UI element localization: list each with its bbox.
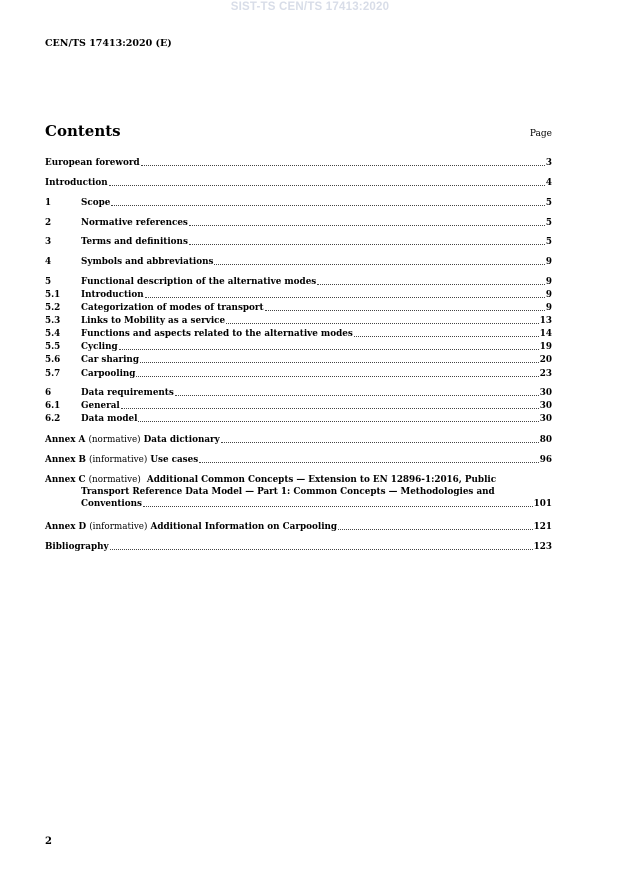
toc-entry-5-1[interactable] [45,289,552,301]
dot-leader [109,184,545,186]
annex-c-line-1: Annex C (normative) Additional Common Concepts — Extension to EN 12896-1:2016, Public [45,474,497,485]
toc-entry-page: 30 [539,413,552,424]
toc-entry-bibliography[interactable] [45,541,552,553]
toc-entry-page: 80 [539,434,552,445]
toc-entry-page: 3 [545,157,552,168]
toc-entry-functional-description[interactable] [45,276,552,288]
toc-entry-number: 5.2 [45,302,61,313]
toc-entry-5-5[interactable] [45,341,552,353]
dot-leader [138,420,538,422]
annex-c-line-3: Conventions 101 [81,498,552,509]
document-id: CEN/TS 17413:2020 (E) [45,38,172,49]
toc-entry-title: Functions and aspects related to the alternative modes [81,328,353,339]
annex-label: Annex D (informative) Additional Information on Carpooling [45,521,338,532]
toc-entry-title: Categorization of modes of transport [81,302,264,313]
toc-entry-6-1[interactable] [45,400,552,412]
page-number: 2 [45,836,52,847]
dot-leader [143,505,533,507]
dot-leader [145,296,545,298]
toc-entry-5-3[interactable] [45,315,552,327]
dot-leader [111,204,545,206]
toc-entry-page: 20 [539,354,552,365]
toc-entry-5-2[interactable] [45,302,552,314]
watermark: SIST-TS CEN/TS 17413:2020 [230,1,390,13]
toc-entry-title: Symbols and abbreviations [81,256,214,267]
dot-leader [175,394,539,396]
dot-leader [199,461,539,463]
toc-entry-title: Introduction [45,177,108,188]
toc-entry-title: Normative references [81,217,188,228]
toc-entry-number: 4 [45,256,52,267]
dot-leader [141,164,545,166]
dot-leader [136,375,538,377]
toc-entry-page: 9 [545,289,552,300]
toc-entry-page: 101 [533,498,552,509]
toc-entry-page: 9 [545,276,552,287]
dot-leader [317,283,545,285]
toc-entry-title: Introduction [81,289,144,300]
toc-entry-title: Links to Mobility as a service [81,315,226,326]
toc-entry-number: 6.1 [45,400,61,411]
dot-leader [119,348,539,350]
toc-entry-title: European foreword [45,157,140,168]
toc-entry-data-requirements[interactable] [45,387,552,399]
toc-entry-title: Carpooling [81,368,136,379]
toc-entry-title: Functional description of the alternative modes [81,276,317,287]
toc-entry-page: 13 [539,315,552,326]
page-column-label: Page [529,129,552,139]
toc-entry-6-2[interactable] [45,413,552,425]
dot-leader [221,441,539,443]
toc-entry-5-7[interactable] [45,368,552,380]
toc-entry-page: 96 [539,454,552,465]
dot-leader [110,548,533,550]
toc-entry-number: 5.5 [45,341,61,352]
toc-entry-title: Car sharing [81,354,139,365]
toc-entry-annex-d[interactable] [45,521,552,533]
toc-entry-page: 5 [545,236,552,247]
toc-entry-annex-b[interactable] [45,454,552,466]
toc-entry-number: 5 [45,276,52,287]
dot-leader [226,322,539,324]
toc-entry-page: 19 [539,341,552,352]
toc-entry-title: Bibliography [45,541,109,552]
toc-entry-normative-references[interactable] [45,217,552,229]
dot-leader [189,224,545,226]
toc-entry-title: General [81,400,120,411]
toc-entry-page: 5 [545,197,552,208]
toc-entry-terms-definitions[interactable] [45,236,552,248]
dot-leader [189,243,545,245]
dot-leader [214,263,544,265]
toc-entry-scope[interactable] [45,197,552,209]
dot-leader [140,361,539,363]
dot-leader [265,309,545,311]
toc-entry-title: Cycling [81,341,118,352]
toc-entry-title: Data requirements [81,387,174,398]
toc-entry-number: 3 [45,236,52,247]
toc-entry-title: Scope [81,197,111,208]
toc-entry-page: 30 [539,400,552,411]
toc-entry-page: 14 [539,328,552,339]
toc-entry-5-4[interactable] [45,328,552,340]
toc-entry-symbols[interactable] [45,256,552,268]
toc-entry-number: 5.4 [45,328,61,339]
toc-entry-page: 9 [545,302,552,313]
toc-entry-number: 1 [45,197,52,208]
toc-entry-page: 5 [545,217,552,228]
toc-entry-page: 23 [539,368,552,379]
dot-leader [354,335,539,337]
toc-entry-introduction[interactable] [45,177,552,189]
toc-entry-page: 4 [545,177,552,188]
dot-leader [121,407,539,409]
annex-label: Annex A (normative) Data dictionary [45,434,220,445]
toc-entry-5-6[interactable] [45,354,552,366]
toc-entry-annex-a[interactable] [45,434,552,446]
toc-entry-number: 5.1 [45,289,61,300]
toc-entry-number: 6 [45,387,52,398]
toc-entry-page: 30 [539,387,552,398]
toc-entry-foreword[interactable] [45,157,552,169]
annex-label: Annex B (informative) Use cases [45,454,199,465]
toc-entry-number: 5.3 [45,315,61,326]
toc-entry-number: 5.6 [45,354,61,365]
page-title: Contents [45,122,121,140]
toc-entry-page: 121 [533,521,552,532]
annex-c-line-2: Transport Reference Data Model — Part 1: Common Concepts — Methodologies and [81,486,495,497]
toc-entry-annex-c[interactable] [45,474,552,510]
toc-entry-page: 9 [545,256,552,267]
toc-entry-number: 2 [45,217,52,228]
toc-entry-page: 123 [533,541,552,552]
toc-entry-number: 6.2 [45,413,61,424]
toc-entry-title: Terms and definitions [81,236,188,247]
toc-entry-title: Data model [81,413,138,424]
toc-entry-number: 5.7 [45,368,61,379]
dot-leader [338,528,533,530]
